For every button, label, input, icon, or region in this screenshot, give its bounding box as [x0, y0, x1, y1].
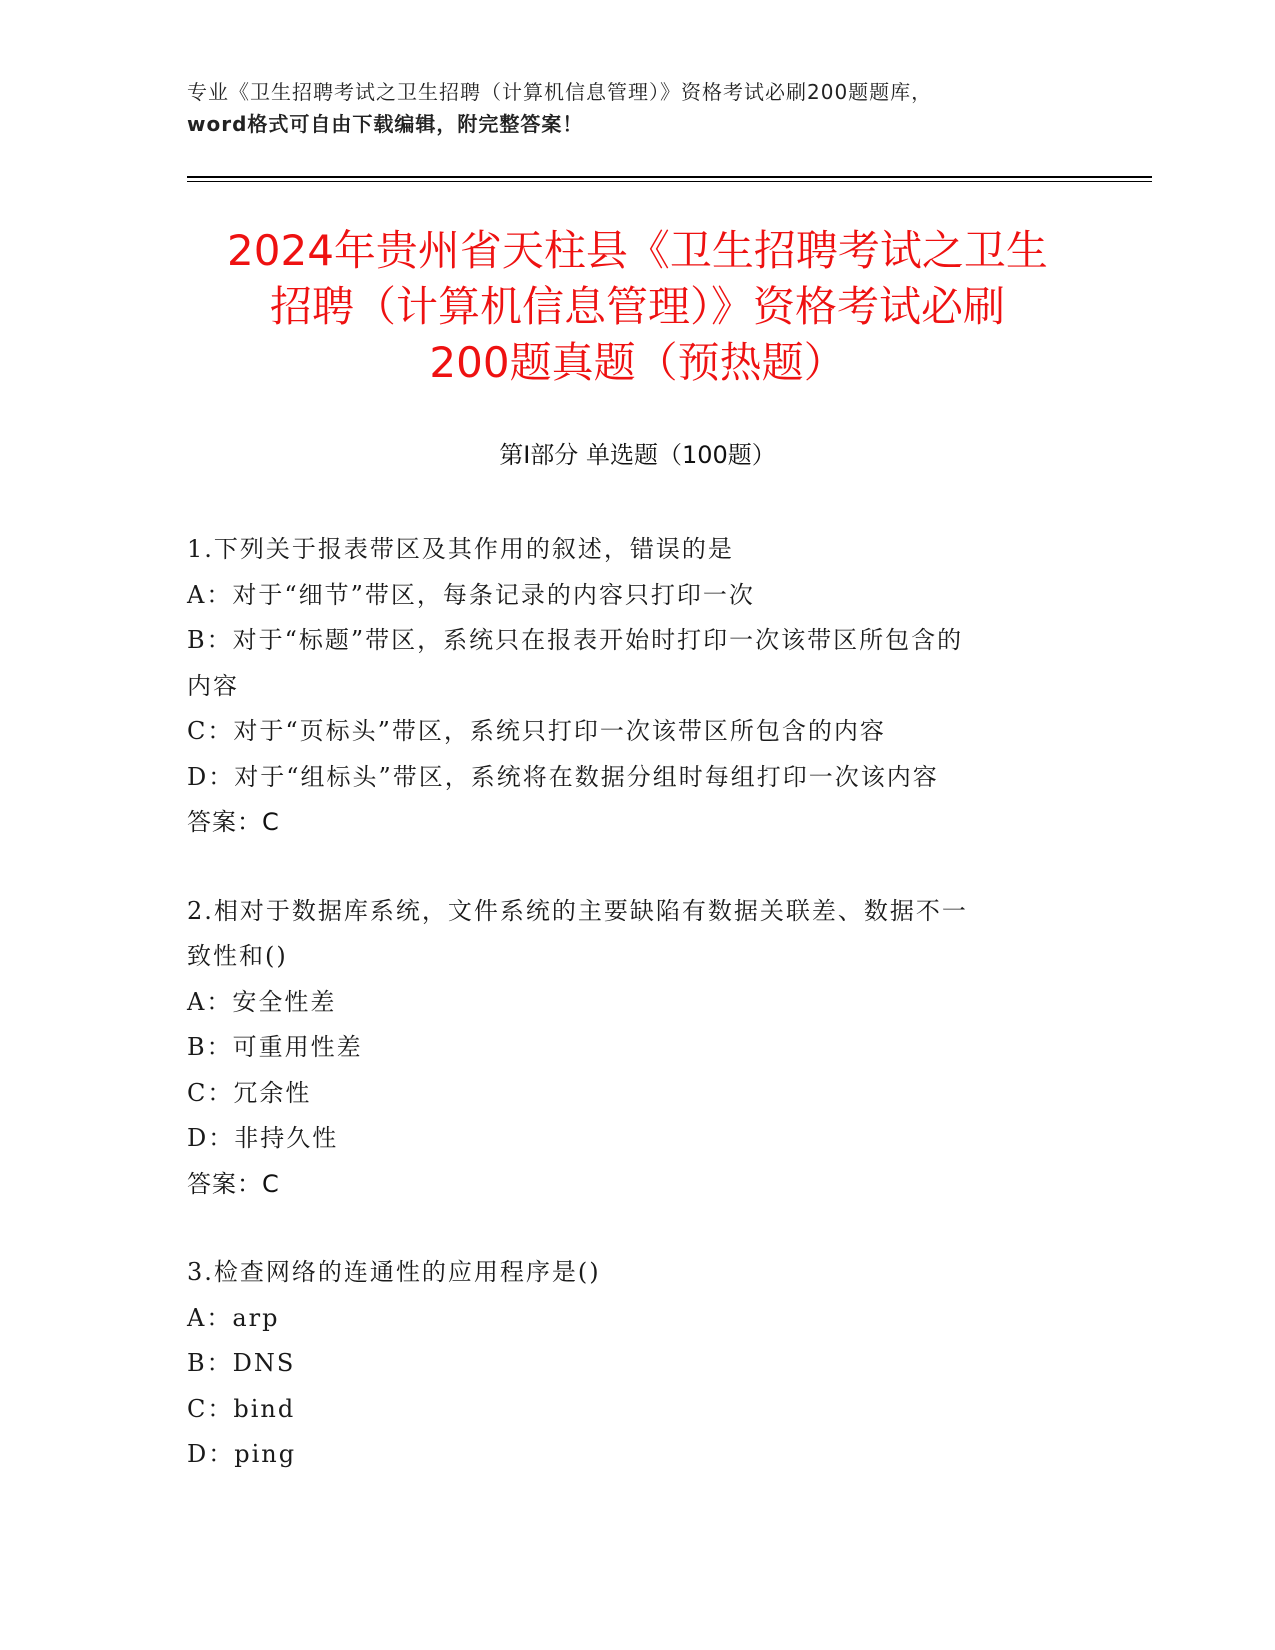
header-note-line-2: word格式可自由下载编辑，附完整答案！: [187, 112, 584, 136]
header-note: [187, 76, 1087, 140]
option-b: B：可重用性差: [187, 1033, 363, 1061]
question-3: [187, 1250, 1087, 1478]
title-line-3: 200题真题（预热题）: [429, 338, 846, 387]
question-list: [187, 527, 1087, 1521]
option-b: B：DNS: [187, 1349, 296, 1377]
option-d: D：非持久性: [187, 1124, 339, 1152]
title-line-1: 2024年贵州省天柱县《卫生招聘考试之卫生: [227, 226, 1048, 275]
option-d: D：ping: [187, 1440, 297, 1468]
question-2: [187, 889, 1087, 1208]
section-title: 第Ⅰ部分 单选题（100题）: [499, 441, 776, 469]
option-c: C：bind: [187, 1394, 296, 1423]
question-stem: 2.相对于数据库系统，文件系统的主要缺陷有数据关联差、数据不一: [187, 896, 968, 925]
header-divider-thick: [187, 176, 1152, 178]
option-c: C：冗余性: [187, 1078, 312, 1107]
question-1: [187, 527, 1087, 846]
document-title: [150, 223, 1125, 391]
option-d: D：对于“组标头”带区，系统将在数据分组时每组打印一次该内容: [187, 762, 939, 791]
header-divider-thin: [187, 181, 1152, 182]
option-b: B：对于“标题”带区，系统只在报表开始时打印一次该带区所包含的: [187, 626, 964, 654]
option-a: A：安全性差: [187, 987, 337, 1016]
title-line-2: 招聘（计算机信息管理）》资格考试必刷: [269, 282, 1005, 331]
question-stem: 1.下列关于报表带区及其作用的叙述，错误的是: [187, 535, 734, 563]
option-c: C：对于“页标头”带区，系统只打印一次该带区所包含的内容: [187, 717, 886, 745]
option-a: A：arp: [187, 1303, 280, 1332]
option-a: A：对于“细节”带区，每条记录的内容只打印一次: [187, 580, 755, 609]
question-stem: 3.检查网络的连通性的应用程序是(): [187, 1258, 601, 1286]
option-b-continued: 内容: [187, 671, 239, 700]
answer: 答案：C: [187, 1169, 280, 1198]
answer: 答案：C: [187, 808, 280, 836]
header-note-line-1: 专业《卫生招聘考试之卫生招聘（计算机信息管理）》资格考试必刷200题题库，: [187, 80, 933, 104]
question-stem-continued: 致性和(): [187, 942, 288, 970]
